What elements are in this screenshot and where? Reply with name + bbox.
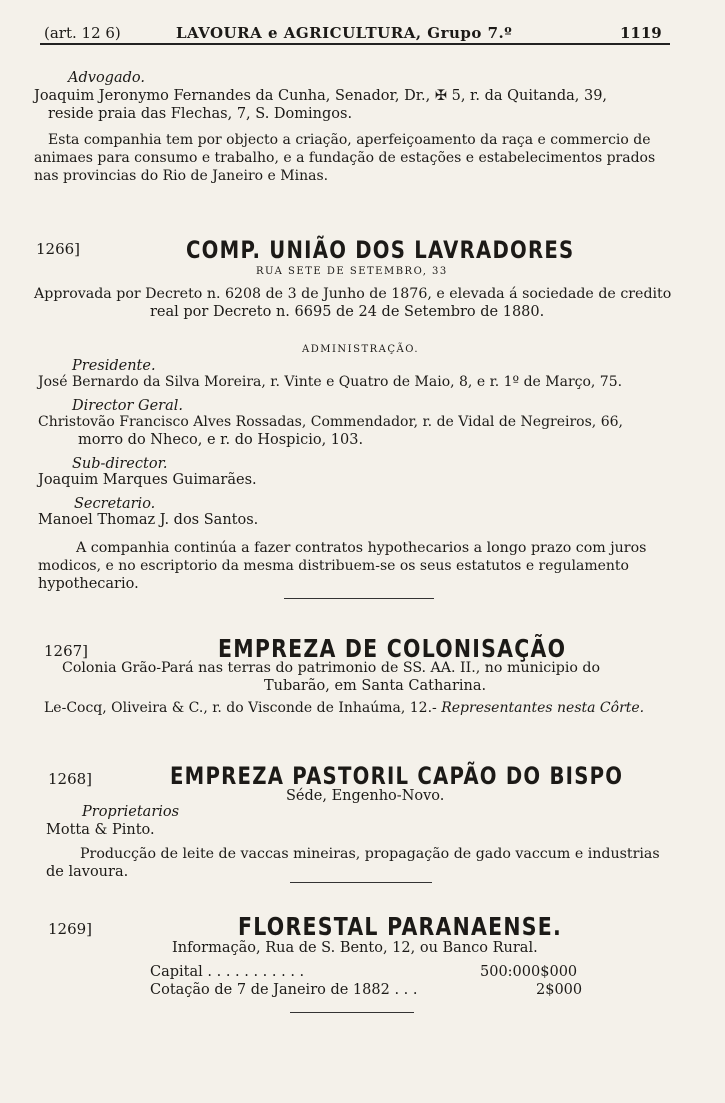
seat-line: Séde, Engenho-Novo. bbox=[286, 788, 445, 804]
representatives-names: Le-Cocq, Oliveira & C., r. do Visconde de Inhaúma, 12.- bbox=[44, 700, 437, 716]
note-line: hypothecario. bbox=[38, 576, 139, 592]
note-line: modicos, e no escriptorio da mesma distribuem-se os seus estatutos e regulamento bbox=[38, 558, 629, 574]
representatives bbox=[44, 700, 644, 716]
note-line: A companhia continúa a fazer contratos hypothecarios a longo prazo com juros bbox=[76, 540, 647, 556]
info-line: Informação, Rua de S. Bento, 12, ou Banco Rural. bbox=[172, 940, 538, 956]
director-line: morro do Nheco, e r. do Hospicio, 103. bbox=[78, 432, 364, 448]
president-name: José Bernardo da Silva Moreira, r. Vinte e Quatro de Maio, 8, e r. 1º de Março, 75. bbox=[38, 374, 623, 390]
page-number: 1119 bbox=[620, 24, 662, 42]
separator-rule bbox=[284, 598, 434, 599]
purpose-line: Esta companhia tem por objecto a criação, aperfeiçoamento da raça e commercio de bbox=[48, 132, 651, 148]
role-owners: Proprietarios bbox=[82, 804, 180, 820]
role-presidente: Presidente. bbox=[72, 358, 156, 374]
entry-number: 1267] bbox=[44, 642, 89, 660]
header-rule bbox=[40, 43, 670, 45]
entry-address: RUA SETE DE SETEMBRO, 33 bbox=[256, 266, 448, 277]
decree-line: Approvada por Decreto n. 6208 de 3 de Junho de 1876, e elevada á sociedade de credito bbox=[34, 286, 672, 302]
role-director: Director Geral. bbox=[72, 398, 183, 414]
entry-title: FLORESTAL PARANAENSE. bbox=[238, 912, 563, 941]
secretary-name: Manoel Thomaz J. dos Santos. bbox=[38, 512, 259, 528]
note-line: Producção de leite de vaccas mineiras, propagação de gado vaccum e industrias bbox=[80, 846, 660, 862]
purpose-line: nas provincias do Rio de Janeiro e Minas. bbox=[34, 168, 329, 184]
representatives-role: Representantes nesta Côrte. bbox=[441, 700, 645, 716]
colony-line: Colonia Grão-Pará nas terras do patrimonio de SS. AA. II., no municipio do bbox=[62, 660, 601, 676]
entry-number: 1268] bbox=[48, 770, 93, 788]
entry-title: COMP. UNIÃO DOS LAVRADORES bbox=[186, 236, 575, 264]
person-line: Joaquim Jeronymo Fernandes da Cunha, Senador, Dr., ✠ 5, r. da Quitanda, 39, bbox=[34, 88, 608, 104]
capital-label: Capital . . . . . . . . . . . bbox=[150, 964, 305, 980]
entry-number: 1269] bbox=[48, 920, 93, 938]
entry-number: 1266] bbox=[36, 240, 81, 258]
role-advogado: Advogado. bbox=[68, 70, 145, 86]
capital-value: 500:000$000 bbox=[480, 964, 578, 980]
decree-line: real por Decreto n. 6695 de 24 de Setembro de 1880. bbox=[150, 304, 545, 320]
admin-heading: ADMINISTRAÇÃO. bbox=[302, 344, 420, 355]
note-line: de lavoura. bbox=[46, 864, 129, 880]
role-secretary: Secretario. bbox=[74, 496, 156, 512]
separator-rule bbox=[290, 1012, 414, 1013]
quote-label: Cotação de 7 de Janeiro de 1882 . . . bbox=[150, 982, 418, 998]
role-subdirector: Sub-director. bbox=[72, 456, 168, 472]
running-title: LAVOURA e AGRICULTURA, Grupo 7.º bbox=[176, 24, 513, 42]
entry-title: EMPREZA PASTORIL CAPÃO DO BISPO bbox=[170, 762, 624, 790]
subdirector-name: Joaquim Marques Guimarães. bbox=[38, 472, 257, 488]
person-line: reside praia das Flechas, 7, S. Domingos. bbox=[48, 106, 353, 122]
entry-title: EMPREZA DE COLONISAÇÃO bbox=[218, 634, 567, 663]
colony-line: Tubarão, em Santa Catharina. bbox=[264, 678, 487, 694]
purpose-line: animaes para consumo e trabalho, e a fundação de estações e estabelecimentos prados bbox=[34, 150, 656, 166]
separator-rule bbox=[290, 882, 432, 883]
article-reference: (art. 12 6) bbox=[44, 24, 121, 42]
owners-name: Motta & Pinto. bbox=[46, 822, 155, 838]
quote-value: 2$000 bbox=[536, 982, 583, 998]
director-line: Christovão Francisco Alves Rossadas, Commendador, r. de Vidal de Negreiros, 66, bbox=[38, 414, 623, 430]
